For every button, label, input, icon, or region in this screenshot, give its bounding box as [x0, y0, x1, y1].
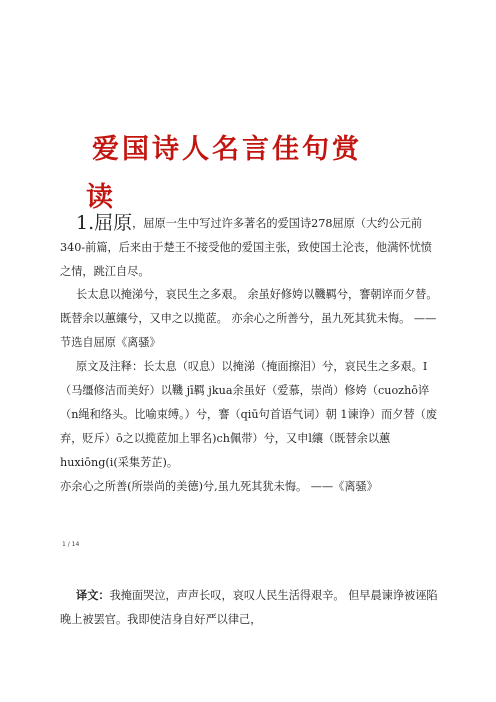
section-number: 1. [76, 212, 95, 234]
title-line-2: 读 [86, 182, 116, 213]
annotation-last-line: 亦余心之所善(所崇尚的美德)兮,虽九死其犹未悔。 ——《离骚》 [60, 480, 378, 493]
intro-text: ，屈原一生中写过许多著名的爱国诗278屈原（大约公元前340-前篇，后来由于楚王不接受他的爱国主张，致使国土沦丧，他满怀忧愤 之情，跳江自尽。 [60, 217, 432, 278]
page-number: 1 / 14 [62, 541, 80, 548]
annotation-section [60, 355, 440, 499]
intro-paragraph [60, 211, 440, 284]
translation-label: 译文： [76, 588, 110, 602]
translation-text: 我掩面哭泣，声声长叹，哀叹人民生活得艰辛。 但早晨谏诤被诬陷晚上被罢官。我即使洁身自好严以律己， [60, 589, 438, 626]
annotation-text: 长太息（叹息）以掩涕（掩面擦泪）兮，哀民生之多艰。I（马缰修洁而美好）以鞿 jī羁 jkua余虽好（爱慕，崇尚）修姱（cuozhō谇（n绳和络头。比喻束缚。）兮，謇（qiū句首语气词）朝 1谏诤）而夕替（废弃，贬斥）ō之以揽茝加上罪名)ch佩带）兮，又申l纕（既替余以蕙 huxiōng(i(采集芳芷)。 [60, 360, 438, 469]
poem-excerpt [60, 283, 440, 355]
section-heading: 屈原 [94, 212, 133, 234]
title-line-1: 爱国诗人名言佳句赏 [92, 134, 362, 165]
poem-excerpt-text: 长太息以掩涕兮，哀民生之多艰。 余虽好修姱以鞿羁兮，謇朝谇而夕替。 既替余以蕙纕兮，又申之以揽茝。 亦余心之所善兮，虽九死其犹未悔。 ——节选自屈原《离骚》 [60, 288, 438, 349]
annotation-label: 原文及注释： [76, 360, 144, 373]
document-title [86, 126, 422, 222]
translation-section [60, 583, 440, 632]
